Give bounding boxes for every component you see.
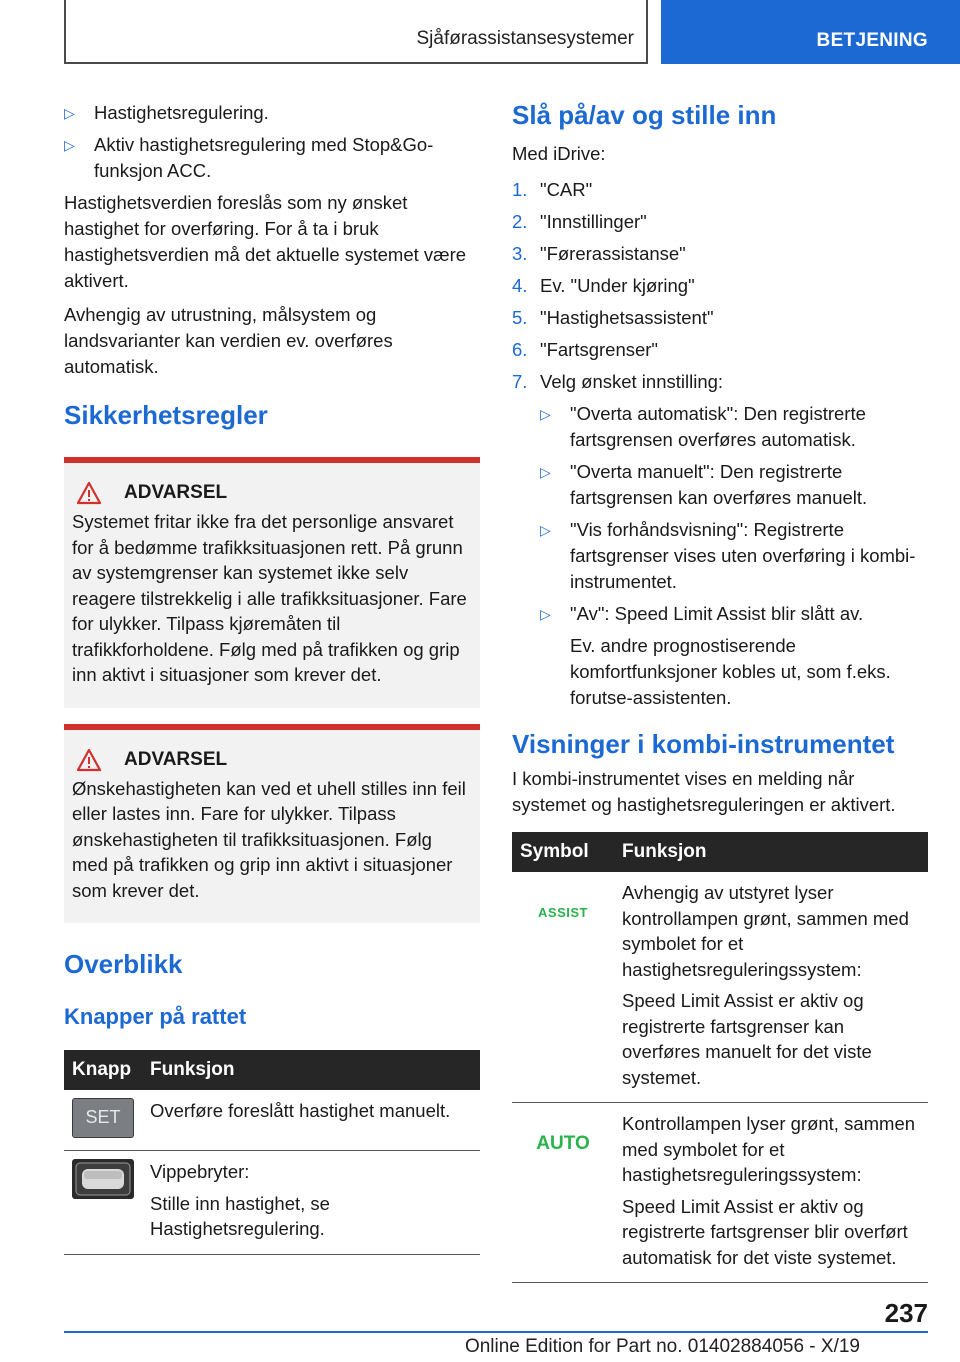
header-chapter-title: BETJENING [816, 30, 928, 51]
table-cell: Vippebryter: Stille inn hastighet, se Hastighetsregulering. [142, 1151, 480, 1255]
table-header-button: Knapp [64, 1050, 142, 1090]
warning-triangle-icon [76, 481, 102, 505]
option-item: ▷ "Overta automatisk": Den registrerte fartsgrensen overføres automatisk. [540, 403, 866, 450]
assist-indicator-icon: ASSIST [538, 905, 588, 920]
header-section-title: Sjåførassistansesystemer [416, 28, 634, 49]
table-cell: Overføre foreslått hastighet manuelt. [142, 1090, 480, 1151]
triangle-bullet-icon: ▷ [540, 464, 551, 480]
off-note: Ev. andre prognostiserende komfortfunksjoner kobles ut, som f.eks. forutse-assistenten. [570, 635, 891, 708]
triangle-bullet-icon: ▷ [540, 522, 551, 538]
section-heading-settings: Slå på/av og stille inn [512, 100, 777, 130]
triangle-bullet-icon: ▷ [64, 105, 75, 121]
step-item: 4. Ev. "Under kjøring" [512, 275, 695, 296]
subsection-heading-buttons: Knapper på rattet [64, 1004, 247, 1029]
warning-title: ADVARSEL [72, 748, 472, 772]
triangle-bullet-icon: ▷ [64, 137, 75, 153]
section-heading-safety: Sikkerhetsregler [64, 400, 268, 430]
footer-edition: Online Edition for Part no. 01402884056 - X/19 [464, 1336, 860, 1357]
right-column [512, 100, 928, 1283]
header-chapter-tab [661, 0, 960, 64]
table-row [64, 1151, 480, 1255]
options-list [512, 401, 928, 711]
table-header-function: Funksjon [142, 1050, 480, 1090]
page-number: 237 [884, 1298, 928, 1328]
warning-box [64, 724, 480, 924]
bullet-item: ▷ Hastighetsregulering. [64, 100, 480, 126]
table-row [64, 1090, 480, 1151]
paragraph: Avhengig av utrustning, målsystem og landsvarianter kan verdien ev. overføres automatisk. [64, 304, 393, 377]
table-cell: Avhengig av utstyret lyser kontrollampen grønt, sammen med symbolet for et hastighetsreguleringssystem: Speed Limit Assist er aktiv og registrerte fartsgrenser kan overføres manuelt for det viste systemet. [614, 872, 928, 1103]
warning-triangle-icon [76, 748, 102, 772]
bullet-item: ▷ Aktiv hastighetsregulering med Stop&Go-funksjon ACC. [64, 134, 434, 181]
table-cell: Kontrollampen lyser grønt, sammen med symbolet for et hastighetsreguleringssystem: Speed Limit Assist er aktiv og registrerte fartsgrenser blir overført automatisk for det viste systemet. [614, 1103, 928, 1283]
step-item: 3. "Førerassistanse" [512, 243, 686, 264]
step-item: 6. "Fartsgrenser" [512, 339, 659, 360]
section-heading-displays: Visninger i kombi-instrumentet [512, 729, 895, 759]
table-header-function: Funksjon [614, 832, 928, 872]
step-item: 1. "CAR" [512, 179, 593, 200]
warning-title: ADVARSEL [72, 481, 472, 505]
paragraph: Hastighetsverdien foreslås som ny ønsket hastighet for overføring. For å ta i bruk hastighetsverdien må det aktuelle systemet være aktivert. [64, 192, 467, 291]
table-row [512, 872, 928, 1103]
table-header-symbol: Symbol [512, 832, 614, 872]
step-item: 7. Velg ønsket innstilling: [512, 371, 724, 392]
option-item: ▷ "Av": Speed Limit Assist blir slått av. [540, 601, 928, 627]
warning-text: Systemet fritar ikke fra det personlige ansvaret for å bedømme trafikksituasjonen rett. På grunn av systemgrenser kan systemet ikke selv reagere tilstrekkelig i alle trafikksituasjoner. Fare for ulykker. Tilpass kjøremåten til trafikkforholdene. Følg med på trafikken og grip inn aktivt i situasjoner som krever det. [72, 511, 467, 685]
triangle-bullet-icon: ▷ [540, 406, 551, 422]
step-item: 2. "Innstillinger" [512, 211, 647, 232]
triangle-bullet-icon: ▷ [540, 606, 551, 622]
rocker-switch-icon [72, 1159, 134, 1199]
section-heading-overview: Overblikk [64, 949, 183, 979]
step-item: 5. "Hastighetsassistent" [512, 307, 714, 328]
auto-indicator-icon: AUTO [536, 1133, 590, 1154]
buttons-table [64, 1050, 480, 1255]
table-row [512, 1103, 928, 1283]
set-button-icon: SET [72, 1098, 134, 1138]
warning-box [64, 457, 480, 708]
left-column [64, 100, 480, 1255]
display-intro: I kombi-instrumentet vises en melding når systemet og hastighetsreguleringen er aktivert. [512, 768, 896, 815]
option-item: ▷ "Vis forhåndsvisning": Registrerte fartsgrenser vises uten overføring i kombi-instrumentet. [540, 519, 916, 592]
option-item: ▷ "Overta manuelt": Den registrerte fartsgrensen kan overføres manuelt. [540, 461, 868, 508]
header-section-box [64, 0, 648, 64]
warning-text: Ønskehastigheten kan ved et uhell stilles inn feil eller lastes inn. Fare for ulykker. Tilpass ønskehastigheten til trafikksituasjonen. Følg med på trafikken og grip inn aktivt i situasjoner som krever det. [72, 777, 466, 901]
footer-divider [64, 1331, 928, 1333]
intro-text: Med iDrive: [512, 143, 606, 164]
symbols-table [512, 832, 928, 1283]
